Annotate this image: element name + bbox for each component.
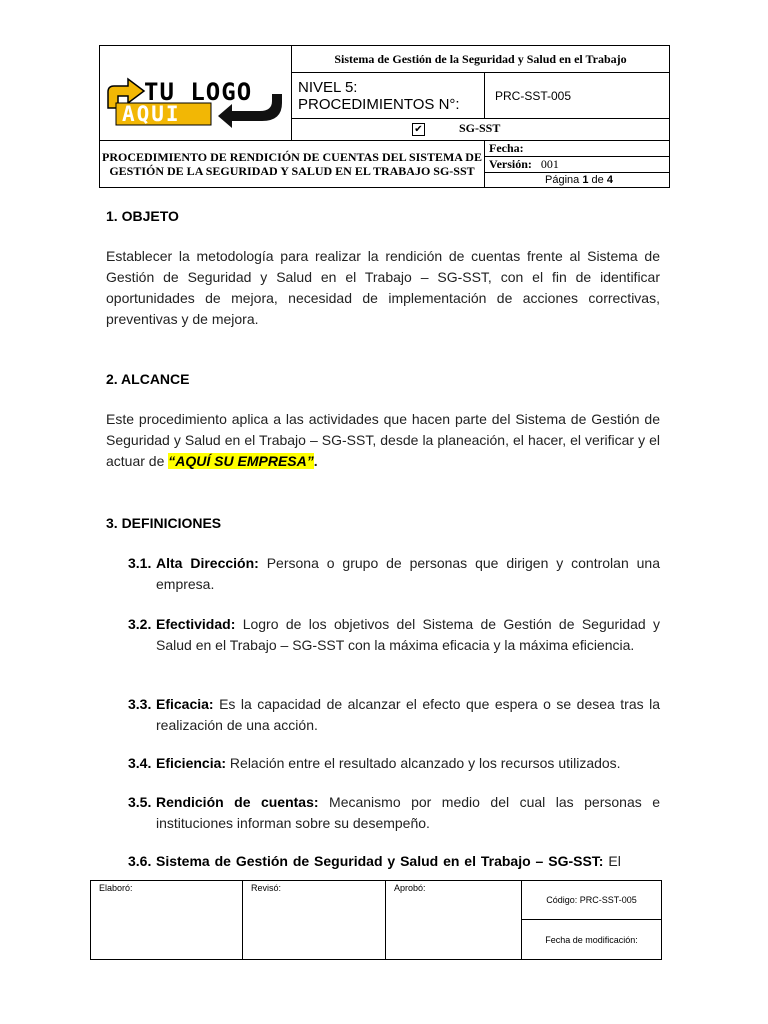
definition-number: 3.3. [128,696,152,712]
logo-text-bottom: AQUI [122,102,181,126]
page-prefix: Página [545,174,580,186]
document-code: PRC-SST-005 [485,73,670,119]
heading-definiciones: 3. DEFINICIONES [106,515,222,531]
company-logo [100,56,291,130]
definition-item [128,614,660,656]
definition-item [128,792,660,834]
alcance-text-main: Este procedimiento aplica a las actividades que hacen parte del Sistema de Gestión de Seguridad y Salud en el Trabajo – SG-SST, desde la planeación, el hacer, el verificar y el actuar de [106,411,660,469]
version-value: 001 [540,157,559,171]
definition-text: Relación entre el resultado alcanzado y los recursos utilizados. [226,755,621,771]
definition-number: 3.1. [128,555,152,571]
codigo-cell: Código: PRC-SST-005 [522,881,662,920]
fecha-label: Fecha: [485,141,670,157]
definition-item [128,851,660,872]
aprobo-cell: Aprobó: [386,881,522,960]
definition-number: 3.6. [128,853,152,869]
definition-term: Sistema de Gestión de Seguridad y Salud en el Trabajo – SG-SST: [156,853,604,869]
page-total: 4 [606,174,613,186]
heading-objeto: 1. OBJETO [106,208,179,224]
logo-cell [100,46,292,141]
procedure-title: PROCEDIMIENTO DE RENDICIÓN DE CUENTAS DEL SISTEMA DE GESTIÓN DE LA SEGURIDAD Y SALUD EN EL TRABAJO SG-SST [100,141,485,188]
document-header [99,45,670,188]
objeto-text: Establecer la metodología para realizar la rendición de cuentas frente al Sistema de Gestión de Seguridad y Salud en el Trabajo – SG-SST, con el fin de identificar oportunidades de mejora, necesidad de implementación de acciones correctivas, preventivas y de mejora. [106,248,660,327]
alcance-period: . [313,453,318,469]
page-number [485,173,670,188]
elaboro-cell: Elaboró: [91,881,243,960]
heading-alcance: 2. ALCANCE [106,371,190,387]
page-of: de [591,174,604,186]
company-placeholder-highlight: “AQUÍ SU EMPRESA” [168,453,314,469]
reviso-cell: Revisó: [243,881,386,960]
definition-number: 3.5. [128,794,152,810]
version-cell [485,157,670,173]
definition-text: Persona o grupo de personas que dirigen y controlan una empresa. [156,555,660,592]
definition-item [128,694,660,736]
system-title: Sistema de Gestión de la Seguridad y Salud en el Trabajo [292,46,670,73]
definition-item [128,753,660,774]
alcance-text [106,409,660,472]
definition-term: Eficacia: [156,696,214,712]
version-label: Versión: [489,157,532,171]
definition-term: Eficiencia: [156,755,227,771]
definition-text: Logro de los objetivos del Sistema de Gestión de Seguridad y Salud en el Trabajo – SG-SST con la máxima eficacia y la máxima eficiencia. [156,616,660,653]
definition-text: Es la capacidad de alcanzar el efecto que espera o se desea tras la realización de una acción. [156,696,660,733]
checkbox-label: SG-SST [459,120,501,135]
definition-item [128,553,660,595]
page-current: 1 [582,174,589,186]
signature-footer [90,880,662,960]
checkbox-row [292,119,670,141]
fecha-modificacion-cell: Fecha de modificación: [522,920,662,960]
definition-text: Mecanismo por medio del cual las personas e instituciones informan sobre su desempeño. [156,794,660,831]
definition-term: Efectividad: [156,616,236,632]
definition-text: El [603,853,621,869]
logo-text-top: TU LOGO [144,78,253,106]
definition-number: 3.4. [128,755,152,771]
sg-sst-checkbox[interactable]: ✔ [412,123,425,136]
level-label: NIVEL 5: PROCEDIMIENTOS N°: [292,73,485,119]
definition-term: Rendición de cuentas: [156,794,319,810]
definition-number: 3.2. [128,616,152,632]
definition-term: Alta Dirección: [156,555,259,571]
